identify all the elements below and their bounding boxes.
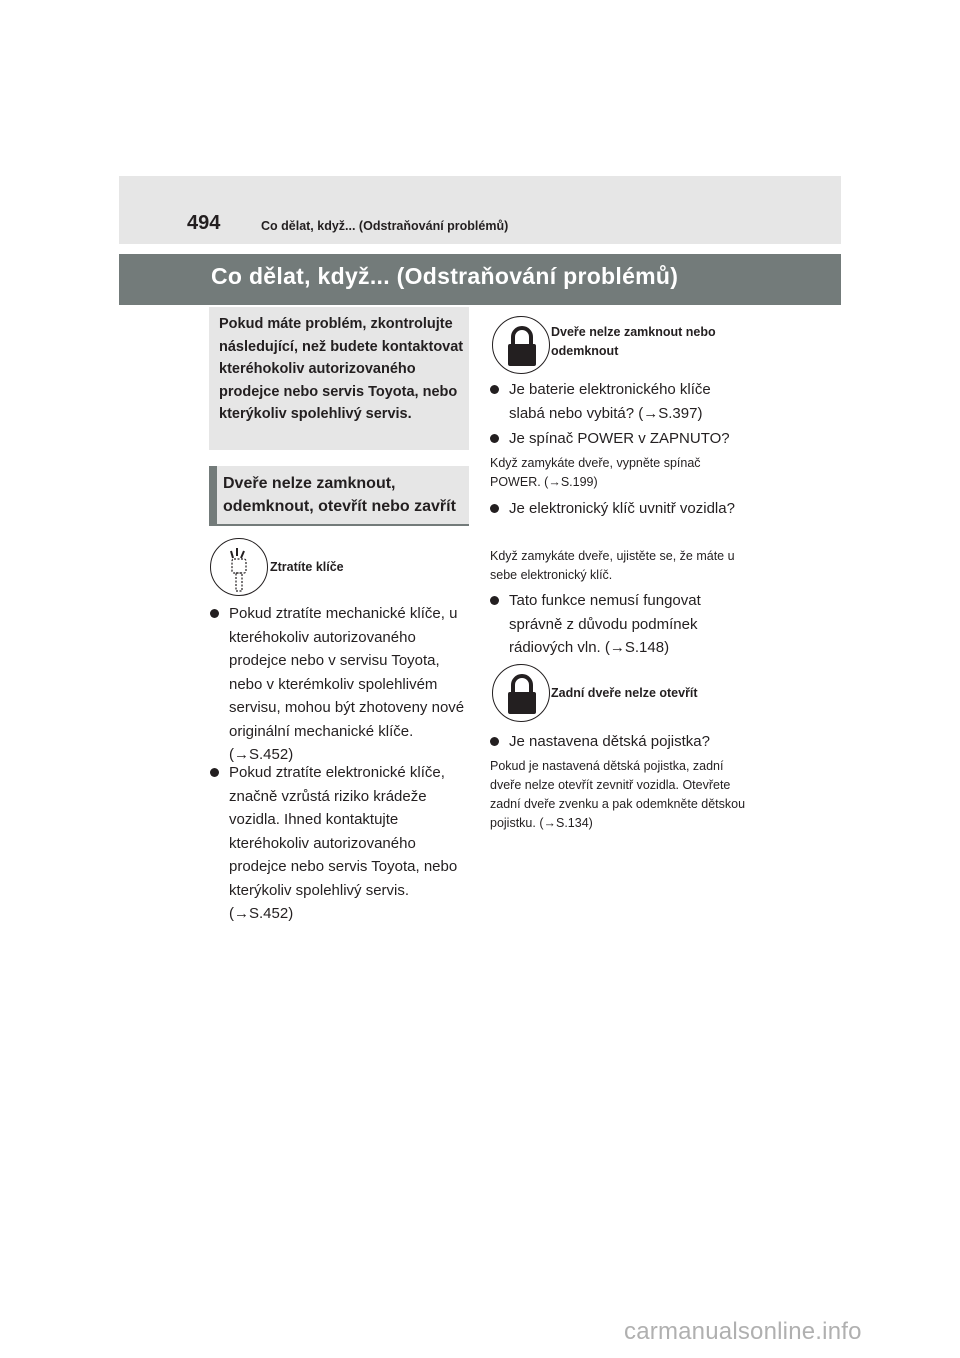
bullet-dot: [490, 434, 499, 443]
bullet-text: Je nastavena dětská pojistka?: [509, 733, 710, 750]
page-title: Co dělat, když... (Odstraňování problémů): [211, 263, 679, 289]
bullet-text: Je baterie elektronického klíče slabá nebo vybitá? (→S.397): [509, 381, 711, 422]
watermark: carmanualsonline.info: [624, 1318, 862, 1345]
list-item: [490, 589, 750, 660]
bullet-dot: [490, 737, 499, 746]
section-heading: Dveře nelze zamknout, odemknout, otevřít nebo zavřít: [223, 475, 456, 515]
subsection-label-rear-door: Zadní dveře nelze otevřít: [551, 686, 698, 700]
key-icon: [210, 538, 268, 596]
intro-text: Pokud máte problém, zkontrolujte následující, než budete kontaktovat kteréhokoliv autorizovaného prodejce nebo servis Toyota, nebo kterýkoliv spolehlivý servis.: [219, 316, 464, 422]
note-text: Když zamykáte dveře, vypněte spínač POWER. (→S.199): [490, 456, 701, 489]
header-band: [119, 176, 841, 244]
note-text: Když zamykáte dveře, ujistěte se, že máte u sebe elektronický klíč.: [490, 549, 735, 582]
subsection-label-lock: Dveře nelze zamknout nebo odemknout: [551, 325, 716, 358]
list-item: [490, 497, 750, 521]
bullet-dot: [210, 609, 219, 618]
bullet-dot: [210, 768, 219, 777]
list-item: [210, 602, 472, 767]
bullet-dot: [490, 504, 499, 513]
page-number: 494: [187, 212, 221, 234]
bullet-text: Pokud ztratíte elektronické klíče, značně vzrůstá riziko krádeže vozidla. Ihned kontaktujte kteréhokoliv autorizovaného prodejce nebo servis Toyota, nebo kterýkoliv spolehlivý servis. (→S.452): [229, 764, 458, 922]
lock-icon: [492, 664, 550, 722]
note-text: Pokud je nastavená dětská pojistka, zadní dveře nelze otevřít zevnitř vozidla. Otevřete zadní dveře zvenku a pak odemkněte dětskou pojistku. (→S.134): [490, 759, 746, 830]
bullet-text: Pokud ztratíte mechanické klíče, u kteréhokoliv autorizovaného prodejce nebo v servisu Toyota, nebo v kterémkoliv spolehlivém servisu, mohou být zhotoveny nové originální mechanické klíče. (→S.452): [229, 605, 465, 763]
bullet-text: Tato funkce nemusí fungovat správně z důvodu podmínek rádiových vln. (→S.148): [509, 592, 701, 656]
bullet-text: Je elektronický klíč uvnitř vozidla?: [509, 500, 735, 517]
bullet-text: Je spínač POWER v ZAPNUTO?: [509, 430, 730, 447]
subsection-label-lost-keys: Ztratíte klíče: [270, 560, 344, 574]
list-item: [210, 761, 472, 926]
bullet-dot: [490, 385, 499, 394]
lock-icon: [492, 316, 550, 374]
list-item: [490, 427, 760, 451]
running-title: Co dělat, když... (Odstraňování problémů): [261, 219, 509, 233]
bullet-dot: [490, 596, 499, 605]
list-item: [490, 730, 750, 754]
list-item: [490, 378, 750, 425]
